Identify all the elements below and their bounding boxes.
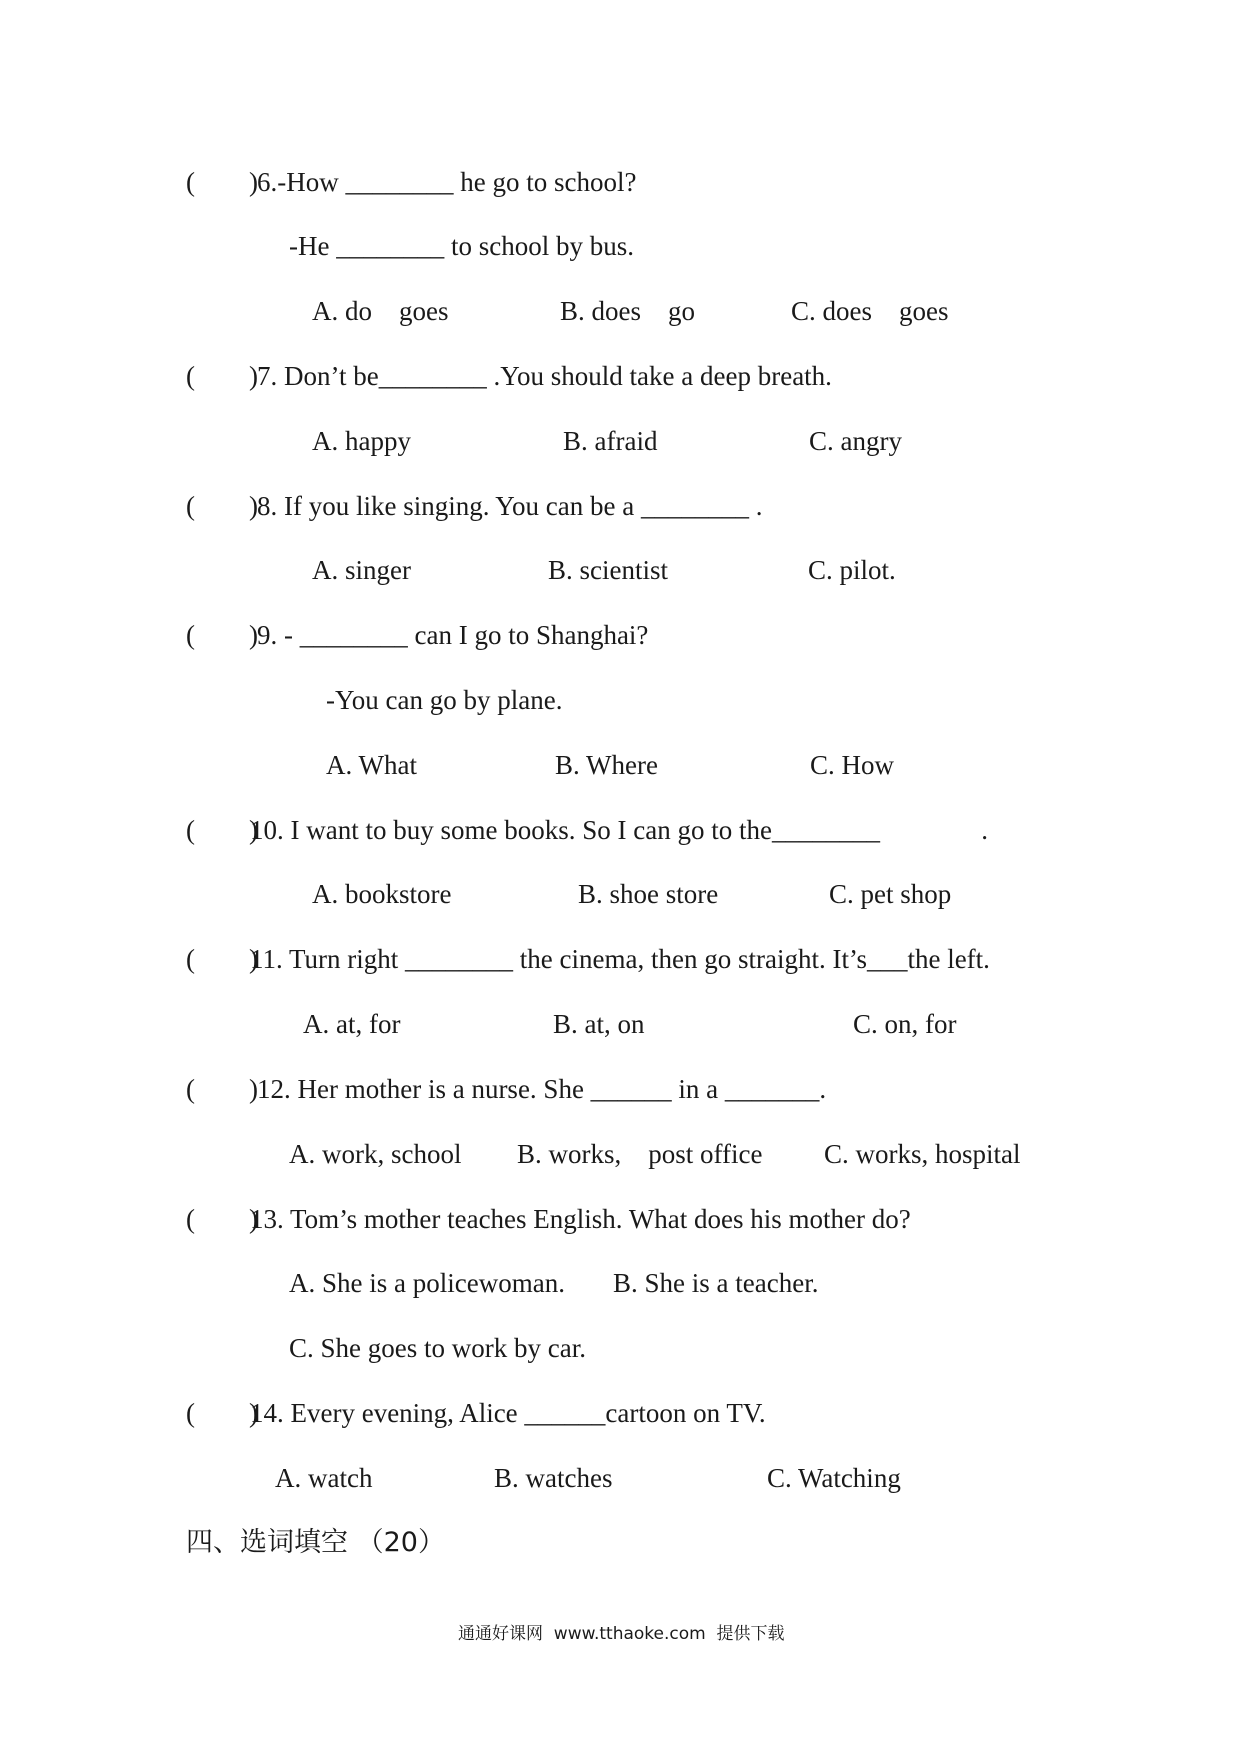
option-c[interactable]: C. works, hospital bbox=[824, 1139, 1021, 1169]
option-b[interactable]: B. She is a teacher. bbox=[613, 1268, 819, 1298]
question-stem: 10. I want to buy some books. So I can go to the________ . bbox=[250, 815, 988, 845]
question-stem: 9. - ________ can I go to Shanghai? bbox=[257, 620, 649, 650]
option-a[interactable]: A. What bbox=[326, 750, 417, 780]
answer-paren[interactable]: ( ) bbox=[186, 944, 258, 974]
option-a[interactable]: A. watch bbox=[275, 1463, 373, 1493]
question-stem: 8. If you like singing. You can be a ________ . bbox=[257, 491, 763, 521]
answer-paren[interactable]: ( ) bbox=[186, 361, 258, 391]
option-c[interactable]: C. pilot. bbox=[808, 555, 896, 585]
option-b[interactable]: B. at, on bbox=[553, 1009, 645, 1039]
question-stem: 11. Turn right ________ the cinema, then go straight. It’s___the left. bbox=[250, 944, 990, 974]
option-b[interactable]: B. does go bbox=[560, 296, 695, 326]
option-b[interactable]: B. scientist bbox=[548, 555, 668, 585]
answer-paren[interactable]: ( ) bbox=[186, 1204, 258, 1234]
option-b[interactable]: B. Where bbox=[555, 750, 658, 780]
option-c[interactable]: C. pet shop bbox=[829, 879, 952, 909]
answer-paren[interactable]: ( ) bbox=[186, 815, 258, 845]
question-stem: 7. Don’t be________ .You should take a deep breath. bbox=[257, 361, 832, 391]
option-a[interactable]: A. singer bbox=[312, 555, 411, 585]
option-a[interactable]: A. work, school bbox=[289, 1139, 462, 1169]
option-a[interactable]: A. do goes bbox=[312, 296, 449, 326]
answer-paren[interactable]: ( ) bbox=[186, 491, 258, 521]
option-a[interactable]: A. happy bbox=[312, 426, 411, 456]
option-a[interactable]: A. at, for bbox=[303, 1009, 401, 1039]
section-heading: 四、选词填空 （20） bbox=[186, 1527, 445, 1558]
question-stem: 13. Tom’s mother teaches English. What does his mother do? bbox=[250, 1204, 911, 1234]
question-stem: 14. Every evening, Alice ______cartoon on TV. bbox=[250, 1398, 766, 1428]
option-a[interactable]: A. bookstore bbox=[312, 879, 452, 909]
option-c[interactable]: C. Watching bbox=[767, 1463, 901, 1493]
option-b[interactable]: B. shoe store bbox=[578, 879, 719, 909]
option-c[interactable]: C. angry bbox=[809, 426, 902, 456]
option-a[interactable]: A. She is a policewoman. bbox=[289, 1268, 565, 1298]
option-b[interactable]: B. works, post office bbox=[517, 1139, 763, 1169]
footer-source: 通通好课网 www.tthaoke.com 提供下载 bbox=[458, 1624, 785, 1644]
option-c[interactable]: C. on, for bbox=[853, 1009, 957, 1039]
question-stem-response: -You can go by plane. bbox=[326, 685, 563, 715]
question-stem: 6.-How ________ he go to school? bbox=[257, 167, 637, 197]
option-c[interactable]: C. does goes bbox=[791, 296, 949, 326]
answer-paren[interactable]: ( ) bbox=[186, 1398, 258, 1428]
option-b[interactable]: B. watches bbox=[494, 1463, 613, 1493]
option-c[interactable]: C. She goes to work by car. bbox=[289, 1333, 586, 1363]
option-c[interactable]: C. How bbox=[810, 750, 895, 780]
question-stem-response: -He ________ to school by bus. bbox=[289, 231, 634, 261]
question-stem: 12. Her mother is a nurse. She ______ in a _______. bbox=[257, 1074, 827, 1104]
answer-paren[interactable]: ( ) bbox=[186, 620, 258, 650]
answer-paren[interactable]: ( ) bbox=[186, 1074, 258, 1104]
answer-paren[interactable]: ( ) bbox=[186, 167, 258, 197]
option-b[interactable]: B. afraid bbox=[563, 426, 658, 456]
